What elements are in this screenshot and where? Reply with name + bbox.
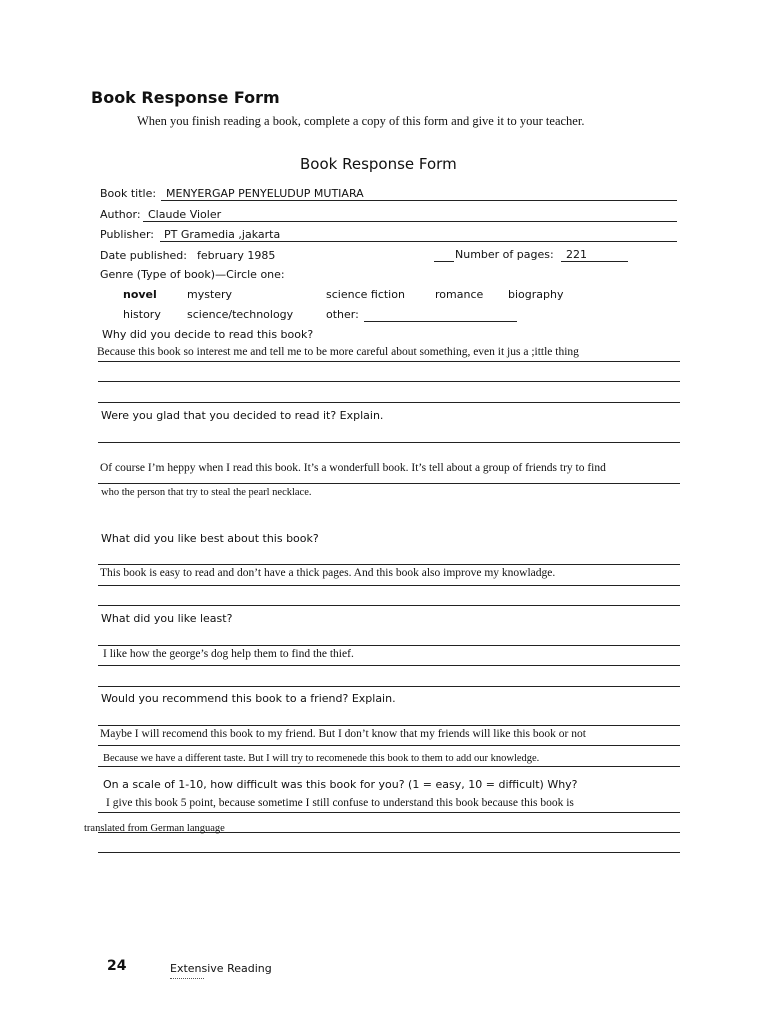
book-title-value[interactable]: MENYERGAP PENYELUDUP MUTIARA <box>166 187 364 200</box>
publisher-value[interactable]: PT Gramedia ,jakarta <box>164 228 281 241</box>
genre-novel[interactable]: novel <box>123 288 157 301</box>
page-number: 24 <box>107 958 127 974</box>
footer-text: Extensive Reading <box>170 962 272 975</box>
answer-line <box>98 585 680 586</box>
pages-value[interactable]: 221 <box>566 248 587 261</box>
date-value[interactable]: february 1985 <box>197 249 276 262</box>
publisher-label: Publisher: <box>100 228 155 241</box>
genre-science-technology[interactable]: science/technology <box>187 308 294 321</box>
answer-line <box>98 745 680 746</box>
genre-other-line <box>364 321 517 322</box>
answer-glad-line1[interactable]: Of course I’m heppy when I read this book. It’s a wonderfull book. It’s tell about a group of friends try to find <box>100 462 606 474</box>
question-liked-least: What did you like least? <box>101 612 233 625</box>
answer-difficulty-line2[interactable]: translated from German language <box>84 823 225 834</box>
question-why-read: Why did you decide to read this book? <box>102 328 314 341</box>
book-title-line <box>161 200 677 201</box>
answer-line <box>98 381 680 382</box>
question-liked-best: What did you like best about this book? <box>101 532 319 545</box>
genre-history[interactable]: history <box>123 308 161 321</box>
answer-difficulty-line1[interactable]: I give this book 5 point, because sometime I still confuse to understand this book because this book is <box>106 797 574 809</box>
answer-line <box>98 766 680 767</box>
answer-liked-best[interactable]: This book is easy to read and don’t have a thick pages. And this book also improve my knowladge. <box>100 567 556 579</box>
answer-line <box>98 686 680 687</box>
genre-other[interactable]: other: <box>326 308 359 321</box>
answer-line <box>98 442 680 443</box>
author-value[interactable]: Claude Violer <box>148 208 222 221</box>
answer-line <box>98 483 680 484</box>
page-heading: Book Response Form <box>91 88 280 107</box>
footer-dotted-line <box>170 978 204 979</box>
answer-recommend-line2[interactable]: Because we have a different taste. But I will try to recomenede this book to them to add our knowledge. <box>103 753 540 764</box>
answer-line <box>98 645 680 646</box>
publisher-line <box>160 241 677 242</box>
pages-label: Number of pages: <box>455 248 554 261</box>
author-line <box>143 221 677 222</box>
date-label: Date published: <box>100 249 187 262</box>
answer-line <box>98 812 680 813</box>
answer-line <box>98 725 680 726</box>
answer-line <box>98 832 680 833</box>
answer-line <box>98 665 680 666</box>
question-glad: Were you glad that you decided to read it? Explain. <box>101 409 384 422</box>
answer-why-read[interactable]: Because this book so interest me and tell me to be more careful about something, even it jus a ;ittle thing <box>97 346 579 358</box>
question-difficulty: On a scale of 1-10, how difficult was this book for you? (1 = easy, 10 = difficult) Why? <box>103 778 578 791</box>
answer-recommend-line1[interactable]: Maybe I will recomend this book to my friend. But I don’t know that my friends will like this book or not <box>100 728 586 740</box>
pages-line <box>561 261 628 262</box>
answer-line <box>98 402 680 403</box>
genre-romance[interactable]: romance <box>435 288 484 301</box>
genre-science-fiction[interactable]: science fiction <box>326 288 405 301</box>
answer-line <box>98 361 680 362</box>
answer-line <box>98 564 680 565</box>
genre-label: Genre (Type of book)—Circle one: <box>100 268 285 281</box>
answer-line <box>98 852 680 853</box>
answer-liked-least[interactable]: I like how the george’s dog help them to find the thief. <box>103 648 354 660</box>
genre-biography[interactable]: biography <box>508 288 564 301</box>
genre-mystery[interactable]: mystery <box>187 288 233 301</box>
question-recommend: Would you recommend this book to a friend? Explain. <box>101 692 396 705</box>
intro-text: When you finish reading a book, complete a copy of this form and give it to your teacher. <box>137 114 585 128</box>
book-title-label: Book title: <box>100 187 157 200</box>
answer-glad-line2[interactable]: who the person that try to steal the pearl necklace. <box>101 487 312 498</box>
answer-line <box>98 605 680 606</box>
author-label: Author: <box>100 208 141 221</box>
pages-prefix-line <box>434 261 454 262</box>
form-title: Book Response Form <box>300 155 457 173</box>
